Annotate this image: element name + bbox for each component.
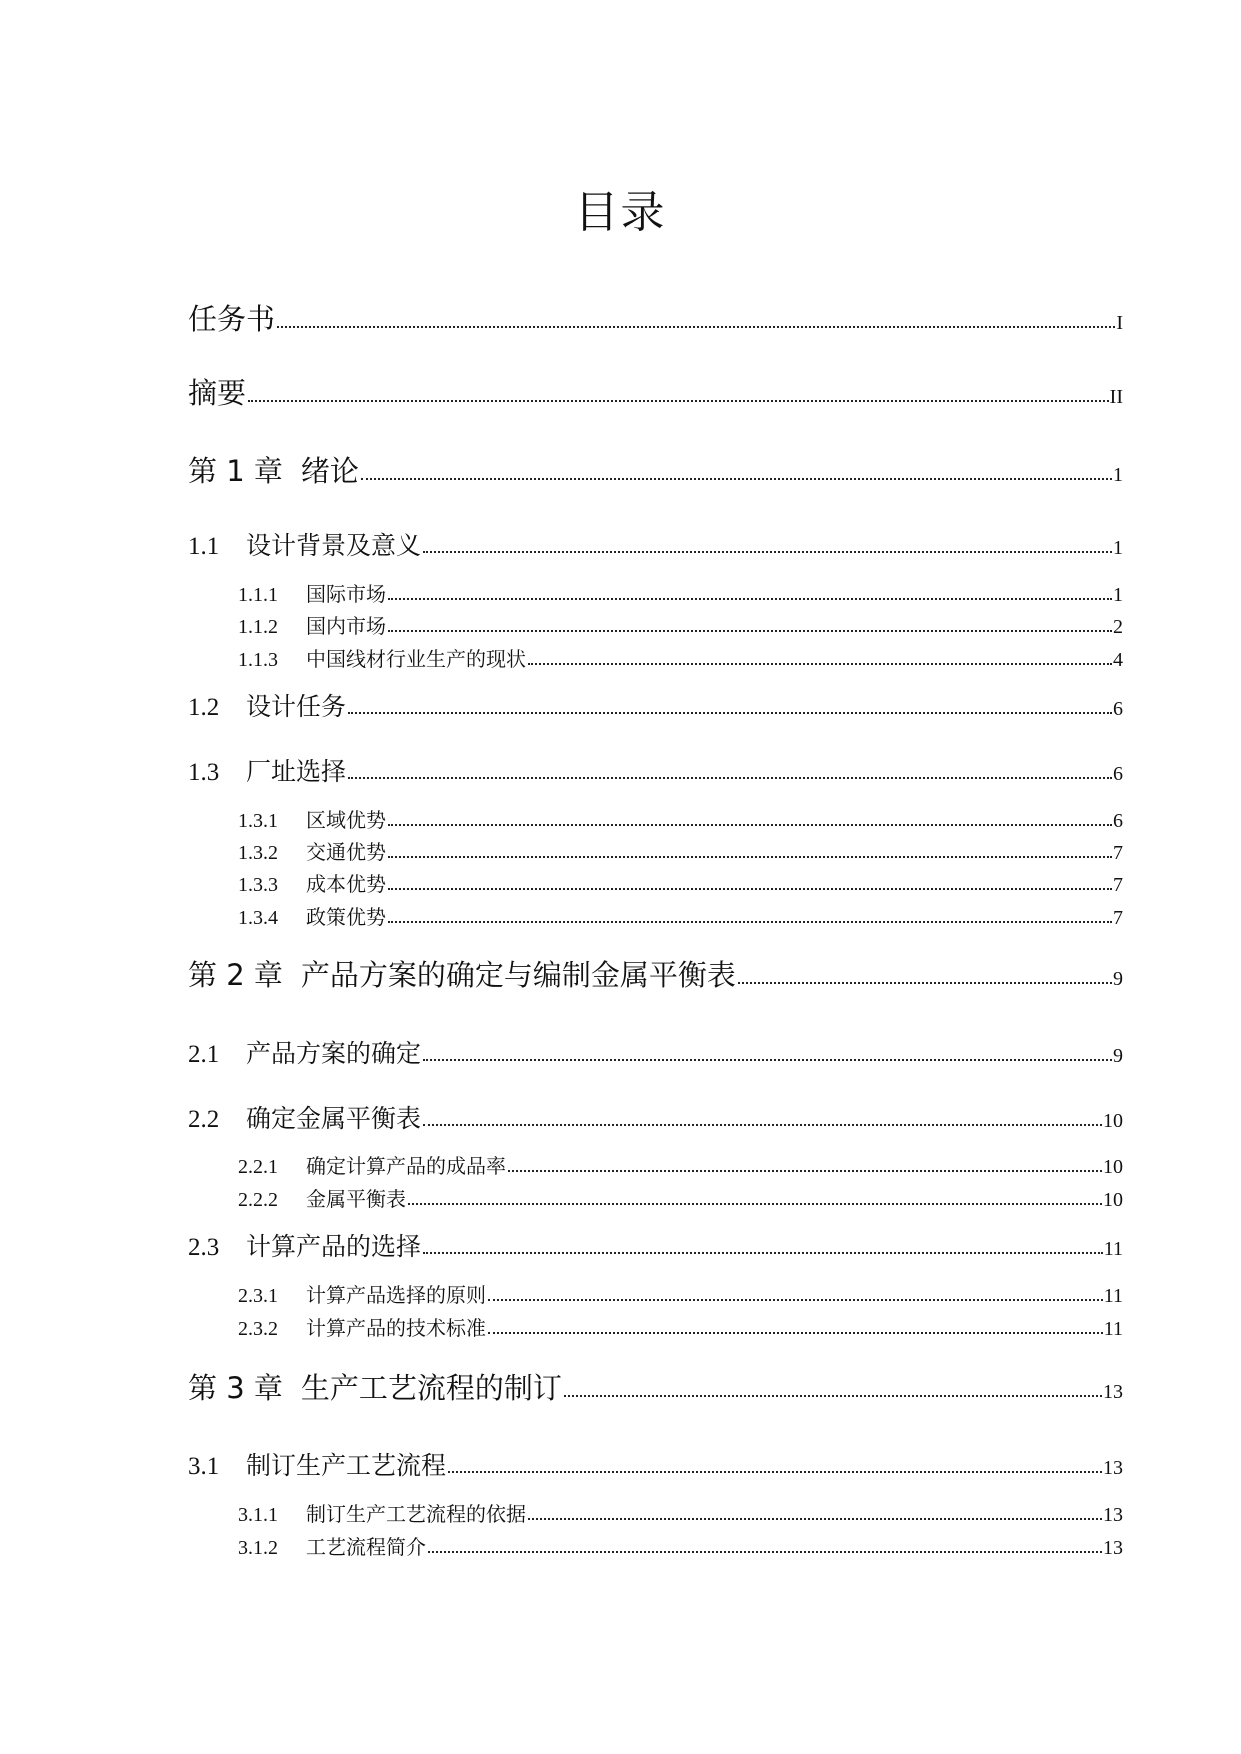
toc-entry-chapter-2[interactable] xyxy=(188,956,1123,998)
toc-entry-section-1-2[interactable] xyxy=(188,690,1123,726)
entry-page: 7 xyxy=(1113,874,1123,896)
entry-number: 2.2.2 xyxy=(238,1189,278,1211)
dot-leader xyxy=(738,982,1112,984)
toc-entry-chapter-1[interactable] xyxy=(188,452,1123,494)
dot-leader xyxy=(423,551,1112,553)
entry-label: 产品方案的确定 xyxy=(246,1039,422,1068)
entry-label: 设计任务 xyxy=(246,692,347,721)
dot-leader xyxy=(408,1203,1102,1205)
entry-page: 11 xyxy=(1103,1318,1123,1340)
entry-number: 2.1 xyxy=(188,1041,220,1068)
toc-entry-section-1-3-1[interactable] xyxy=(238,806,1123,835)
entry-label: 确定计算产品的成品率 xyxy=(306,1154,506,1178)
entry-page: II xyxy=(1109,386,1123,408)
entry-page: 6 xyxy=(1113,698,1123,720)
entry-number: 1.1 xyxy=(188,533,220,560)
entry-label: 中国线材行业生产的现状 xyxy=(306,647,526,671)
entry-label: 工艺流程简介 xyxy=(306,1535,426,1559)
entry-label: 确定金属平衡表 xyxy=(246,1104,422,1133)
dot-leader xyxy=(428,1551,1102,1553)
entry-number: 1.3.4 xyxy=(238,907,278,929)
toc-entry-section-3-1[interactable] xyxy=(188,1449,1123,1485)
entry-label: 国内市场 xyxy=(306,614,386,638)
toc-entry-section-3-1-2[interactable] xyxy=(238,1533,1123,1562)
entry-label: 区域优势 xyxy=(306,808,386,832)
entry-label: 摘要 xyxy=(188,376,247,410)
entry-number: 3.1 xyxy=(188,1453,220,1480)
entry-label: 政策优势 xyxy=(306,905,386,929)
entry-number: 2.2.1 xyxy=(238,1156,278,1178)
dot-leader xyxy=(564,1395,1102,1397)
dot-leader xyxy=(388,630,1112,632)
entry-number: 1.3.2 xyxy=(238,842,278,864)
page-title: 目录 xyxy=(574,187,667,238)
dot-leader xyxy=(277,326,1115,328)
entry-page: 6 xyxy=(1113,810,1123,832)
dot-leader xyxy=(448,1471,1102,1473)
entry-number: 1.3.3 xyxy=(238,874,278,896)
entry-label: 交通优势 xyxy=(306,840,386,864)
dot-leader xyxy=(423,1124,1102,1126)
entry-label: 计算产品选择的原则 xyxy=(306,1283,486,1307)
toc-entry-section-1-1-3[interactable] xyxy=(238,645,1123,674)
entry-number: 1.3 xyxy=(188,759,220,786)
entry-page: 13 xyxy=(1103,1537,1123,1559)
entry-label: 绪论 xyxy=(300,454,359,488)
toc-entry-section-2-2-2[interactable] xyxy=(238,1185,1123,1214)
entry-number: 1.2 xyxy=(188,694,220,721)
toc-entry-section-1-1[interactable] xyxy=(188,529,1123,565)
entry-label: 设计背景及意义 xyxy=(246,531,422,560)
dot-leader xyxy=(388,921,1112,923)
entry-page: 10 xyxy=(1103,1189,1123,1211)
entry-label: 计算产品的选择 xyxy=(246,1232,422,1261)
entry-page: 4 xyxy=(1113,649,1123,671)
entry-page: 7 xyxy=(1113,907,1123,929)
entry-page: 10 xyxy=(1103,1110,1123,1132)
entry-page: 7 xyxy=(1113,842,1123,864)
toc-entry-section-1-1-2[interactable] xyxy=(238,612,1123,641)
toc-entry-section-2-2[interactable] xyxy=(188,1102,1123,1138)
entry-number: 1.1.1 xyxy=(238,584,278,606)
entry-number: 2.2 xyxy=(188,1106,220,1133)
entry-label: 厂址选择 xyxy=(246,757,347,786)
entry-label: 制订生产工艺流程 xyxy=(246,1451,447,1480)
toc-entry-section-1-1-1[interactable] xyxy=(238,580,1123,609)
entry-label: 金属平衡表 xyxy=(306,1187,406,1211)
toc-entry-section-2-3[interactable] xyxy=(188,1230,1123,1266)
dot-leader xyxy=(528,663,1112,665)
entry-page: 2 xyxy=(1113,616,1123,638)
entry-label: 产品方案的确定与编制金属平衡表 xyxy=(300,958,736,992)
toc-entry-section-2-3-1[interactable] xyxy=(238,1281,1123,1310)
entry-page: 9 xyxy=(1113,968,1123,990)
entry-label: 成本优势 xyxy=(306,872,386,896)
entry-label: 生产工艺流程的制订 xyxy=(300,1371,562,1405)
entry-page: 11 xyxy=(1103,1238,1123,1260)
toc-entry-section-1-3-2[interactable] xyxy=(238,838,1123,867)
entry-page: 6 xyxy=(1113,763,1123,785)
entry-number: 2.3.1 xyxy=(238,1285,278,1307)
entry-page: 1 xyxy=(1113,464,1123,486)
entry-number: 3.1.2 xyxy=(238,1537,278,1559)
entry-number: 1.3.1 xyxy=(238,810,278,832)
dot-leader xyxy=(388,824,1112,826)
dot-leader xyxy=(388,856,1112,858)
entry-page: 9 xyxy=(1113,1045,1123,1067)
dot-leader xyxy=(508,1170,1102,1172)
dot-leader xyxy=(388,598,1112,600)
entry-page: 13 xyxy=(1103,1504,1123,1526)
entry-number: 2.3 xyxy=(188,1234,220,1261)
dot-leader xyxy=(488,1332,1103,1334)
toc-entry-section-1-3-3[interactable] xyxy=(238,870,1123,899)
entry-page: 10 xyxy=(1103,1156,1123,1178)
toc-entry-task-book[interactable] xyxy=(188,300,1123,342)
dot-leader xyxy=(423,1252,1103,1254)
entry-number: 2.3.2 xyxy=(238,1318,278,1340)
dot-leader xyxy=(423,1059,1112,1061)
entry-label: 任务书 xyxy=(188,302,276,336)
toc-entry-section-2-1[interactable] xyxy=(188,1037,1123,1073)
entry-label: 计算产品的技术标准 xyxy=(306,1316,486,1340)
entry-number: 第 2 章 xyxy=(188,958,283,992)
toc-entry-section-3-1-1[interactable] xyxy=(238,1500,1123,1529)
toc-entry-section-2-2-1[interactable] xyxy=(238,1152,1123,1181)
entry-number: 3.1.1 xyxy=(238,1504,278,1526)
entry-page: 1 xyxy=(1113,584,1123,606)
dot-leader xyxy=(348,777,1112,779)
dot-leader xyxy=(488,1299,1103,1301)
dot-leader xyxy=(348,712,1112,714)
entry-number: 1.1.2 xyxy=(238,616,278,638)
entry-page: 11 xyxy=(1103,1285,1123,1307)
toc-entry-section-2-3-2[interactable] xyxy=(238,1314,1123,1343)
entry-number: 第 3 章 xyxy=(188,1371,283,1405)
entry-page: 13 xyxy=(1103,1381,1123,1403)
dot-leader xyxy=(361,478,1112,480)
toc-entry-abstract[interactable] xyxy=(188,374,1123,416)
dot-leader xyxy=(248,400,1109,402)
dot-leader xyxy=(388,888,1112,890)
entry-label: 国际市场 xyxy=(306,582,386,606)
entry-number: 第 1 章 xyxy=(188,454,283,488)
toc-entry-section-1-3-4[interactable] xyxy=(238,903,1123,932)
toc-entry-chapter-3[interactable] xyxy=(188,1369,1123,1411)
entry-label: 制订生产工艺流程的依据 xyxy=(306,1502,526,1526)
entry-page: I xyxy=(1116,312,1123,334)
entry-number: 1.1.3 xyxy=(238,649,278,671)
toc-entry-section-1-3[interactable] xyxy=(188,755,1123,791)
entry-page: 1 xyxy=(1113,537,1123,559)
entry-page: 13 xyxy=(1103,1457,1123,1479)
dot-leader xyxy=(528,1518,1102,1520)
